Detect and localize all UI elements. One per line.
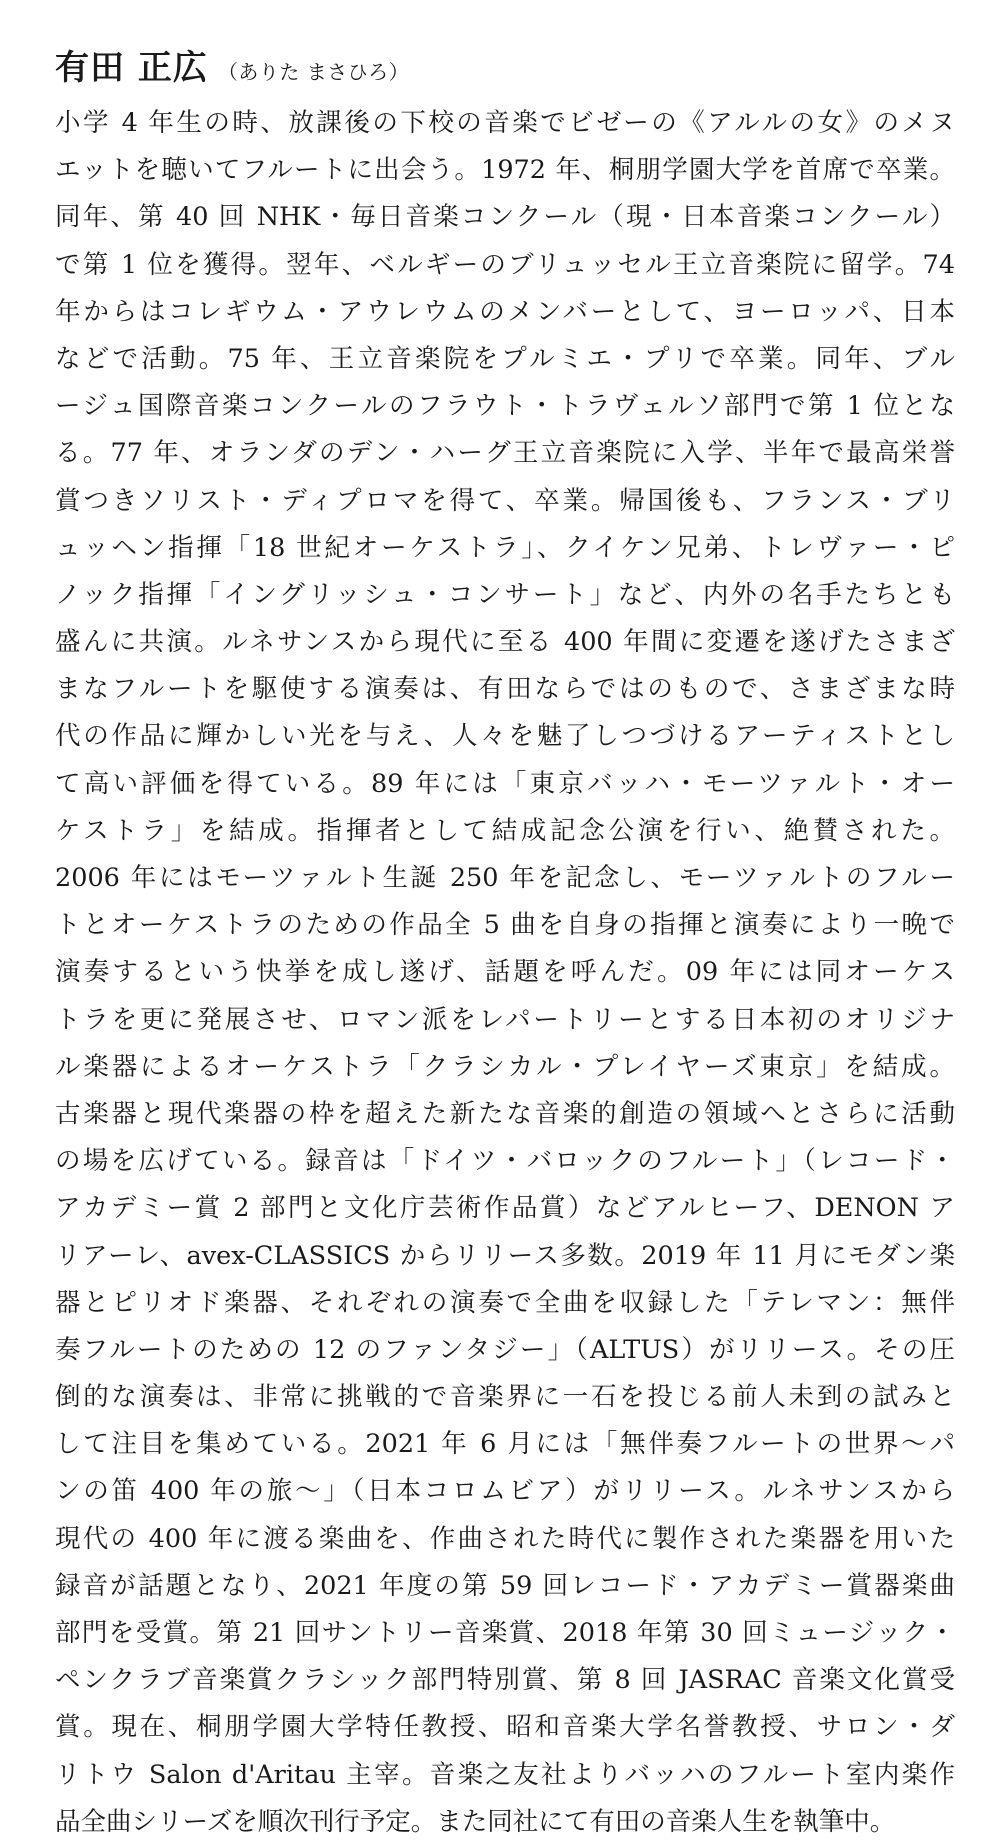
bio-line: アカデミー賞 2 部門と文化庁芸術作品賞）などアルヒーフ、DENON ア xyxy=(55,1193,955,1224)
bio-line: して注目を集めている。2021 年 6 月には「無伴奏フルートの世界〜パ xyxy=(55,1429,955,1460)
bio-line: 演奏するという快挙を成し遂げ、話題を呼んだ。09 年には同オーケス xyxy=(55,957,955,988)
bio-line: 古楽器と現代楽器の枠を超えた新たな音楽的創造の領域へとさらに活動 xyxy=(55,1098,955,1129)
bio-line: 部門を受賞。第 21 回サントリー音楽賞、2018 年第 30 回ミュージック・ xyxy=(55,1618,955,1648)
bio-line: 賞つきソリスト・ディプロマを得て、卒業。帰国後も、フランス・ブリ xyxy=(55,485,955,516)
bio-line: ュッヘン指揮「18 世紀オーケストラ」、クイケン兄弟、トレヴァー・ピ xyxy=(55,532,955,563)
bio-line: 現代の 400 年に渡る楽曲を、作曲された時代に製作された楽器を用いた xyxy=(55,1523,955,1554)
bio-line: リトウ Salon d'Aritau 主宰。音楽之友社よりバッハのフルート室内楽作 xyxy=(55,1759,955,1790)
bio-line: ノック指揮「イングリッシュ・コンサート」など、内外の名手たちとも xyxy=(55,579,955,610)
bio-line: 品全曲シリーズを順次刊行予定。また同社にて有田の音楽人生を執筆中。 xyxy=(55,1806,896,1837)
name-reading: （ありた まさひろ） xyxy=(217,60,410,84)
bio-line: 奏フルートのための 12 のファンタジー」（ALTUS）がリリース。その圧 xyxy=(55,1334,955,1365)
bio-line: まなフルートを駆使する演奏は、有田ならではのもので、さまざまな時 xyxy=(55,674,955,705)
bio-line: ル楽器によるオーケストラ「クラシカル・プレイヤーズ東京」を結成。 xyxy=(55,1051,955,1082)
bio-line: の場を広げている。録音は「ドイツ・バロックのフルート」（レコード・ xyxy=(55,1146,955,1177)
bio-line: ペンクラブ音楽賞クラシック部門特別賞、第 8 回 JASRAC 音楽文化賞受 xyxy=(55,1665,955,1696)
biography-header xyxy=(55,40,955,100)
bio-line: で第 1 位を獲得。翌年、ベルギーのブリュッセル王立音楽院に留学。74 xyxy=(55,249,955,280)
bio-line: エットを聴いてフルートに出会う。1972 年、桐朋学園大学を首席で卒業。 xyxy=(55,155,955,186)
bio-line: 年からはコレギウム・アウレウムのメンバーとして、ヨーロッパ、日本 xyxy=(55,296,955,327)
bio-line: 器とピリオド楽器、それぞれの演奏で全曲を収録した「テレマン：無伴 xyxy=(55,1287,955,1318)
bio-line: 代の作品に輝かしい光を与え、人々を魅了しつづけるアーティストとし xyxy=(55,721,955,752)
biography-document xyxy=(55,40,955,1846)
bio-line: ケストラ」を結成。指揮者として結成記念公演を行い、絶賛された。 xyxy=(55,815,955,846)
bio-line: リアーレ、avex-CLASSICS からリリース多数。2019 年 11 月にモダン楽 xyxy=(55,1240,955,1271)
bio-line: ンの笛 400 年の旅〜」（日本コロムビア）がリリース。ルネサンスから xyxy=(55,1476,955,1507)
bio-line: 盛んに共演。ルネサンスから現代に至る 400 年間に変遷を遂げたさまざ xyxy=(55,627,955,658)
bio-line: トとオーケストラのための作品全 5 曲を自身の指揮と演奏により一晩で xyxy=(55,910,955,941)
biography-body xyxy=(55,100,955,1846)
bio-line: トラを更に発展させ、ロマン派をレパートリーとする日本初のオリジナ xyxy=(55,1004,955,1035)
bio-line: 賞。現在、桐朋学園大学特任教授、昭和音楽大学名誉教授、サロン・ダ xyxy=(55,1712,955,1743)
bio-line: 倒的な演奏は、非常に挑戦的で音楽界に一石を投じる前人未到の試みと xyxy=(55,1382,955,1413)
bio-line: 小学 4 年生の時、放課後の下校の音楽でビゼーの《アルルの女》のメヌ xyxy=(55,108,955,138)
bio-line: 録音が話題となり、2021 年度の第 59 回レコード・アカデミー賞器楽曲 xyxy=(55,1570,955,1601)
bio-line: 2006 年にはモーツァルト生誕 250 年を記念し、モーツァルトのフルー xyxy=(55,863,955,893)
bio-line: ージュ国際音楽コンクールのフラウト・トラヴェルソ部門で第 1 位とな xyxy=(55,391,955,422)
bio-line: る。77 年、オランダのデン・ハーグ王立音楽院に入学、半年で最高栄誉 xyxy=(55,438,955,469)
person-name: 有田 正広 xyxy=(55,48,208,88)
bio-line: などで活動。75 年、王立音楽院をプルミエ・プリで卒業。同年、ブル xyxy=(55,343,955,374)
bio-line: 同年、第 40 回 NHK・毎日音楽コンクール（現・日本音楽コンクール） xyxy=(55,202,955,233)
bio-line: て高い評価を得ている。89 年には「東京バッハ・モーツァルト・オー xyxy=(55,768,955,799)
